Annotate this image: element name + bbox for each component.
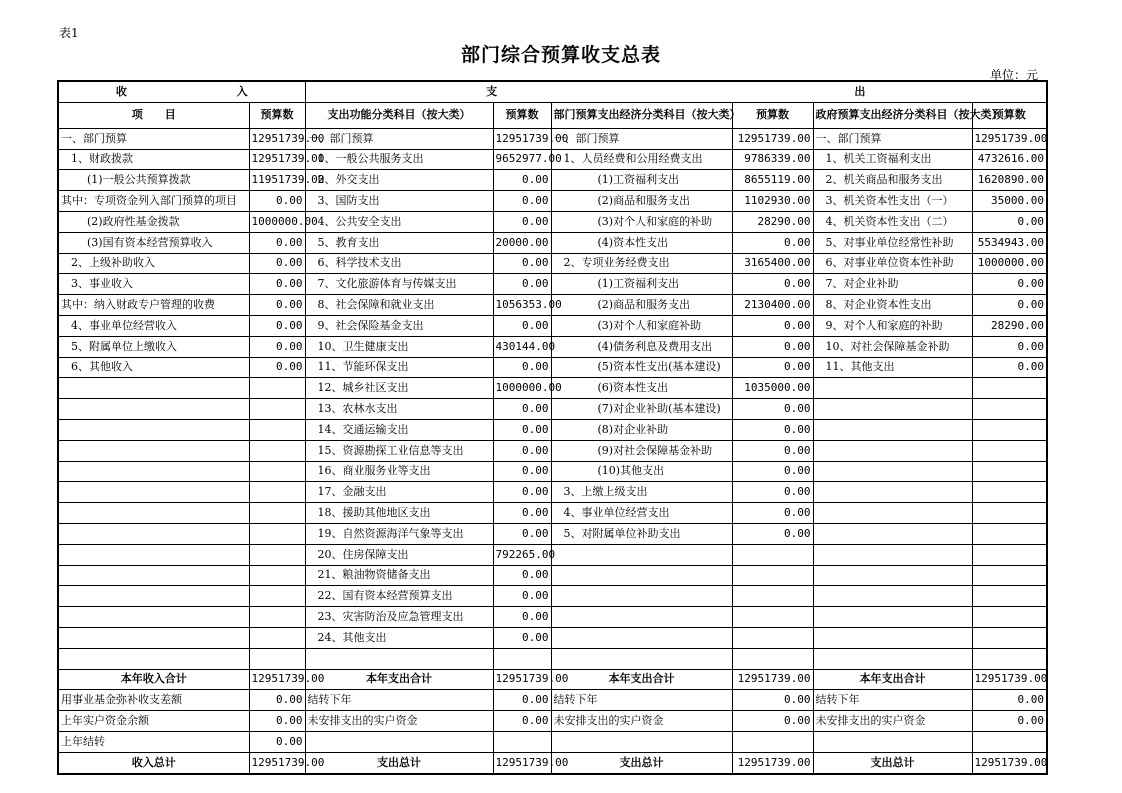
income-item-cell: (3)国有资本经营预算收入 [58, 232, 249, 253]
table-row [58, 565, 1047, 586]
income-item-cell [58, 565, 249, 586]
econ-budget-cell: 0.00 [732, 461, 813, 482]
func-item-cell: 7、文化旅游体育与传媒支出 [305, 274, 493, 295]
gov-item-cell [813, 419, 972, 440]
econ-item-cell [551, 565, 732, 586]
income-budget-cell: 11951739.00 [249, 170, 305, 191]
func-item-cell: 23、灾害防治及应急管理支出 [305, 607, 493, 628]
gov-category-header: 政府预算支出经济分类科目（按大类） [813, 102, 972, 128]
income-item-cell [58, 482, 249, 503]
table-row [58, 544, 1047, 565]
gov-budget-cell [972, 523, 1047, 544]
expense-group-char-2: 出 [854, 84, 866, 98]
func-budget-cell [493, 648, 551, 669]
gov-item-cell: 支出总计 [813, 752, 972, 773]
gov-budget-header: 预算数 [972, 102, 1047, 128]
func-budget-cell: 0.00 [493, 690, 551, 711]
income-item-cell [58, 419, 249, 440]
gov-item-cell: 本年支出合计 [813, 669, 972, 690]
func-item-cell: 结转下年 [305, 690, 493, 711]
econ-item-cell [551, 544, 732, 565]
table-row [58, 523, 1047, 544]
func-item-cell: 20、住房保障支出 [305, 544, 493, 565]
income-item-cell [58, 523, 249, 544]
econ-item-cell: (7)对企业补助(基本建设) [551, 399, 732, 420]
income-group-char-2: 入 [236, 84, 248, 98]
income-item-cell: 6、其他收入 [58, 357, 249, 378]
gov-budget-cell [972, 482, 1047, 503]
income-item-cell [58, 378, 249, 399]
econ-item-cell: (3)对个人和家庭的补助 [551, 211, 732, 232]
expense-group-char-1: 支 [486, 84, 498, 98]
func-budget-cell: 0.00 [493, 503, 551, 524]
gov-budget-cell: 35000.00 [972, 191, 1047, 212]
econ-budget-cell [732, 565, 813, 586]
econ-budget-cell: 0.00 [732, 419, 813, 440]
income-item-cell [58, 648, 249, 669]
income-budget-cell: 0.00 [249, 274, 305, 295]
income-item-cell: 一、部门预算 [58, 128, 249, 149]
func-budget-cell: 0.00 [493, 711, 551, 732]
income-budget-cell: 0.00 [249, 253, 305, 274]
table-row [58, 731, 1047, 752]
gov-item-cell [813, 586, 972, 607]
income-item-cell [58, 399, 249, 420]
gov-budget-cell: 0.00 [972, 211, 1047, 232]
econ-budget-cell: 0.00 [732, 336, 813, 357]
func-budget-cell: 12951739.00 [493, 752, 551, 773]
func-category-header: 支出功能分类科目（按大类） [305, 102, 493, 128]
income-item-cell: (2)政府性基金拨款 [58, 211, 249, 232]
gov-budget-cell [972, 440, 1047, 461]
table-row [58, 315, 1047, 336]
gov-budget-cell [972, 503, 1047, 524]
table-row [58, 419, 1047, 440]
gov-budget-cell [972, 399, 1047, 420]
econ-budget-cell [732, 648, 813, 669]
econ-budget-cell: 12951739.00 [732, 128, 813, 149]
budget-summary-table [57, 80, 1048, 775]
gov-item-cell [813, 648, 972, 669]
income-item-cell: 上年结转 [58, 731, 249, 752]
income-budget-cell [249, 378, 305, 399]
func-budget-cell: 0.00 [493, 170, 551, 191]
econ-item-cell: 结转下年 [551, 690, 732, 711]
income-item-cell: 上年实户资金余额 [58, 711, 249, 732]
econ-budget-cell: 8655119.00 [732, 170, 813, 191]
econ-budget-cell: 12951739.00 [732, 752, 813, 773]
func-budget-cell: 12951739.00 [493, 669, 551, 690]
gov-item-cell: 11、其他支出 [813, 357, 972, 378]
func-budget-cell: 0.00 [493, 211, 551, 232]
gov-budget-cell: 0.00 [972, 690, 1047, 711]
income-budget-cell [249, 586, 305, 607]
econ-item-cell: (2)商品和服务支出 [551, 295, 732, 316]
econ-item-cell: (5)资本性支出(基本建设) [551, 357, 732, 378]
func-item-cell: 11、节能环保支出 [305, 357, 493, 378]
income-item-cell: 其中：专项资金列入部门预算的项目 [58, 191, 249, 212]
econ-budget-cell [732, 544, 813, 565]
income-item-cell [58, 503, 249, 524]
gov-item-cell: 结转下年 [813, 690, 972, 711]
econ-budget-cell: 0.00 [732, 315, 813, 336]
gov-budget-cell [972, 627, 1047, 648]
table-row [58, 253, 1047, 274]
income-item-cell [58, 627, 249, 648]
gov-budget-cell: 12951739.00 [972, 669, 1047, 690]
income-budget-cell: 12951739.00 [249, 752, 305, 773]
income-item-cell: 2、上级补助收入 [58, 253, 249, 274]
gov-budget-cell: 28290.00 [972, 315, 1047, 336]
func-item-cell: 5、教育支出 [305, 232, 493, 253]
econ-item-cell: (6)资本性支出 [551, 378, 732, 399]
gov-item-cell: 3、机关资本性支出（一） [813, 191, 972, 212]
econ-budget-cell: 0.00 [732, 399, 813, 420]
func-item-cell [305, 648, 493, 669]
income-budget-cell [249, 440, 305, 461]
func-item-cell: 2、外交支出 [305, 170, 493, 191]
gov-item-cell: 7、对企业补助 [813, 274, 972, 295]
table-row [58, 295, 1047, 316]
income-budget-cell [249, 627, 305, 648]
func-item-cell: 4、公共安全支出 [305, 211, 493, 232]
income-budget-cell: 12951739.00 [249, 669, 305, 690]
econ-budget-cell: 0.00 [732, 503, 813, 524]
gov-budget-cell: 1000000.00 [972, 253, 1047, 274]
gov-item-cell: 9、对个人和家庭的补助 [813, 315, 972, 336]
func-budget-cell: 20000.00 [493, 232, 551, 253]
gov-item-cell: 一、部门预算 [813, 128, 972, 149]
econ-item-cell [551, 648, 732, 669]
gov-item-cell [813, 565, 972, 586]
column-header-row [58, 102, 1047, 128]
gov-budget-cell: 0.00 [972, 295, 1047, 316]
income-item-cell: 5、附属单位上缴收入 [58, 336, 249, 357]
func-item-cell: 18、援助其他地区支出 [305, 503, 493, 524]
econ-budget-cell: 2130400.00 [732, 295, 813, 316]
econ-item-cell: 未安排支出的实户资金 [551, 711, 732, 732]
gov-item-cell [813, 731, 972, 752]
table-row [58, 607, 1047, 628]
func-budget-header: 预算数 [493, 102, 551, 128]
gov-item-cell: 1、机关工资福利支出 [813, 149, 972, 170]
income-budget-cell: 0.00 [249, 336, 305, 357]
gov-item-cell [813, 461, 972, 482]
table-row [58, 627, 1047, 648]
income-item-cell: 用事业基金弥补收支差额 [58, 690, 249, 711]
expense-group-header [305, 81, 1047, 102]
econ-budget-cell [732, 627, 813, 648]
econ-budget-cell: 28290.00 [732, 211, 813, 232]
gov-budget-cell: 12951739.00 [972, 128, 1047, 149]
func-budget-cell: 0.00 [493, 482, 551, 503]
gov-budget-cell [972, 544, 1047, 565]
income-budget-cell [249, 461, 305, 482]
econ-budget-cell: 0.00 [732, 357, 813, 378]
econ-item-cell: (1)工资福利支出 [551, 170, 732, 191]
income-item-cell [58, 544, 249, 565]
gov-item-cell: 2、机关商品和服务支出 [813, 170, 972, 191]
gov-item-cell: 8、对企业资本性支出 [813, 295, 972, 316]
income-budget-cell: 0.00 [249, 232, 305, 253]
table-row [58, 191, 1047, 212]
econ-category-header: 部门预算支出经济分类科目（按大类） [551, 102, 732, 128]
income-budget-cell [249, 607, 305, 628]
func-item-cell: 21、粮油物资储备支出 [305, 565, 493, 586]
income-budget-cell: 0.00 [249, 690, 305, 711]
gov-item-cell [813, 378, 972, 399]
income-item-cell: 4、事业单位经营收入 [58, 315, 249, 336]
func-budget-cell: 0.00 [493, 461, 551, 482]
func-item-cell: 13、农林水支出 [305, 399, 493, 420]
econ-item-cell: (2)商品和服务支出 [551, 191, 732, 212]
gov-item-cell [813, 627, 972, 648]
func-budget-cell: 0.00 [493, 440, 551, 461]
func-budget-cell: 0.00 [493, 315, 551, 336]
total-row [58, 752, 1047, 773]
gov-item-cell [813, 523, 972, 544]
econ-item-cell: 1、人员经费和公用经费支出 [551, 149, 732, 170]
gov-item-cell [813, 482, 972, 503]
econ-item-cell: (8)对企业补助 [551, 419, 732, 440]
func-item-cell: 19、自然资源海洋气象等支出 [305, 523, 493, 544]
gov-budget-cell [972, 586, 1047, 607]
func-budget-cell: 0.00 [493, 607, 551, 628]
gov-budget-cell [972, 565, 1047, 586]
gov-budget-cell [972, 419, 1047, 440]
econ-budget-cell: 9786339.00 [732, 149, 813, 170]
table-row [58, 128, 1047, 149]
econ-budget-cell: 0.00 [732, 440, 813, 461]
income-budget-cell: 0.00 [249, 315, 305, 336]
income-item-cell [58, 440, 249, 461]
gov-budget-cell: 0.00 [972, 274, 1047, 295]
econ-item-cell [551, 731, 732, 752]
page-title: 部门综合预算收支总表 [460, 44, 661, 66]
econ-budget-cell [732, 607, 813, 628]
func-budget-cell: 0.00 [493, 357, 551, 378]
econ-budget-cell: 12951739.00 [732, 669, 813, 690]
func-budget-cell: 12951739.00 [493, 128, 551, 149]
gov-budget-cell: 12951739.00 [972, 752, 1047, 773]
func-budget-cell: 0.00 [493, 565, 551, 586]
func-item-cell: 支出总计 [305, 752, 493, 773]
func-budget-cell: 0.00 [493, 419, 551, 440]
group-header-row [58, 81, 1047, 102]
econ-budget-cell: 0.00 [732, 274, 813, 295]
gov-budget-cell: 4732616.00 [972, 149, 1047, 170]
gov-budget-cell: 5534943.00 [972, 232, 1047, 253]
econ-budget-cell [732, 586, 813, 607]
econ-item-cell: 2、专项业务经费支出 [551, 253, 732, 274]
income-budget-cell [249, 544, 305, 565]
econ-budget-cell [732, 731, 813, 752]
table-row [58, 357, 1047, 378]
econ-budget-cell: 0.00 [732, 232, 813, 253]
income-group-header [58, 81, 305, 102]
table-row [58, 503, 1047, 524]
item-header: 项 目 [58, 102, 249, 128]
table-row [58, 648, 1047, 669]
gov-item-cell [813, 399, 972, 420]
income-item-cell: 3、事业收入 [58, 274, 249, 295]
econ-budget-cell: 3165400.00 [732, 253, 813, 274]
func-item-cell: 6、科学技术支出 [305, 253, 493, 274]
func-budget-cell: 792265.00 [493, 544, 551, 565]
income-item-cell: 1、财政拨款 [58, 149, 249, 170]
func-item-cell: 24、其他支出 [305, 627, 493, 648]
income-budget-cell: 0.00 [249, 731, 305, 752]
table-row [58, 232, 1047, 253]
econ-item-cell: (3)对个人和家庭补助 [551, 315, 732, 336]
gov-item-cell: 10、对社会保障基金补助 [813, 336, 972, 357]
unit-label: 单位：元 [990, 68, 1039, 82]
table-row [58, 336, 1047, 357]
func-item-cell: 14、交通运输支出 [305, 419, 493, 440]
func-budget-cell: 0.00 [493, 253, 551, 274]
table-row [58, 461, 1047, 482]
income-budget-cell [249, 399, 305, 420]
func-item-cell: 未安排支出的实户资金 [305, 711, 493, 732]
econ-item-cell: (4)债务利息及费用支出 [551, 336, 732, 357]
income-group-char-1: 收 [115, 84, 127, 98]
gov-item-cell [813, 503, 972, 524]
income-budget-cell: 12951739.00 [249, 128, 305, 149]
gov-budget-cell [972, 731, 1047, 752]
income-budget-cell: 0.00 [249, 191, 305, 212]
income-budget-cell [249, 523, 305, 544]
func-budget-cell [493, 731, 551, 752]
gov-item-cell: 5、对事业单位经常性补助 [813, 232, 972, 253]
table-row [58, 211, 1047, 232]
econ-item-cell: 支出总计 [551, 752, 732, 773]
table-row [58, 690, 1047, 711]
table-row [58, 586, 1047, 607]
table-row [58, 482, 1047, 503]
func-budget-cell: 0.00 [493, 399, 551, 420]
econ-item-cell: 5、对附属单位补助支出 [551, 523, 732, 544]
income-item-cell [58, 586, 249, 607]
gov-budget-cell [972, 461, 1047, 482]
func-budget-cell: 0.00 [493, 523, 551, 544]
econ-item-cell [551, 607, 732, 628]
table-row [58, 149, 1047, 170]
econ-item-cell: 本年支出合计 [551, 669, 732, 690]
income-budget-cell [249, 482, 305, 503]
func-item-cell: 3、国防支出 [305, 191, 493, 212]
func-budget-cell: 1056353.00 [493, 295, 551, 316]
econ-item-cell: (9)对社会保障基金补助 [551, 440, 732, 461]
income-budget-cell [249, 565, 305, 586]
func-budget-cell: 9652977.00 [493, 149, 551, 170]
table-number: 表1 [59, 26, 79, 40]
gov-budget-cell: 0.00 [972, 357, 1047, 378]
func-item-cell: 8、社会保障和就业支出 [305, 295, 493, 316]
gov-item-cell [813, 607, 972, 628]
gov-budget-cell [972, 648, 1047, 669]
econ-item-cell: 一、部门预算 [551, 128, 732, 149]
econ-item-cell: (10)其他支出 [551, 461, 732, 482]
func-item-cell: 15、资源勘探工业信息等支出 [305, 440, 493, 461]
econ-budget-cell: 0.00 [732, 690, 813, 711]
income-item-cell: (1)一般公共预算拨款 [58, 170, 249, 191]
econ-item-cell: (4)资本性支出 [551, 232, 732, 253]
func-item-cell: 一、部门预算 [305, 128, 493, 149]
gov-item-cell: 6、对事业单位资本性补助 [813, 253, 972, 274]
econ-budget-header: 预算数 [732, 102, 813, 128]
gov-item-cell: 未安排支出的实户资金 [813, 711, 972, 732]
gov-budget-cell: 0.00 [972, 336, 1047, 357]
gov-item-cell [813, 544, 972, 565]
table-row [58, 711, 1047, 732]
func-item-cell: 1、一般公共服务支出 [305, 149, 493, 170]
table-row [58, 378, 1047, 399]
income-item-cell: 其中：纳入财政专户管理的收费 [58, 295, 249, 316]
table-row [58, 399, 1047, 420]
income-budget-cell: 12951739.00 [249, 149, 305, 170]
func-budget-cell: 0.00 [493, 586, 551, 607]
table-row [58, 440, 1047, 461]
gov-budget-cell: 1620890.00 [972, 170, 1047, 191]
func-item-cell: 22、国有资本经营预算支出 [305, 586, 493, 607]
total-row [58, 669, 1047, 690]
func-item-cell: 17、金融支出 [305, 482, 493, 503]
income-budget-cell: 0.00 [249, 295, 305, 316]
income-budget-header: 预算数 [249, 102, 305, 128]
func-budget-cell: 1000000.00 [493, 378, 551, 399]
income-budget-cell [249, 419, 305, 440]
econ-item-cell [551, 586, 732, 607]
income-item-cell: 收入总计 [58, 752, 249, 773]
func-item-cell: 9、社会保险基金支出 [305, 315, 493, 336]
table-row [58, 170, 1047, 191]
econ-item-cell: (1)工资福利支出 [551, 274, 732, 295]
econ-item-cell: 3、上缴上级支出 [551, 482, 732, 503]
func-budget-cell: 0.00 [493, 191, 551, 212]
econ-item-cell [551, 627, 732, 648]
econ-budget-cell: 1102930.00 [732, 191, 813, 212]
gov-budget-cell [972, 607, 1047, 628]
func-budget-cell: 0.00 [493, 274, 551, 295]
income-budget-cell: 1000000.00 [249, 211, 305, 232]
econ-item-cell: 4、事业单位经营支出 [551, 503, 732, 524]
func-item-cell: 16、商业服务业等支出 [305, 461, 493, 482]
econ-budget-cell: 0.00 [732, 711, 813, 732]
gov-item-cell [813, 440, 972, 461]
income-item-cell: 本年收入合计 [58, 669, 249, 690]
func-budget-cell: 430144.00 [493, 336, 551, 357]
econ-budget-cell: 1035000.00 [732, 378, 813, 399]
func-item-cell: 10、卫生健康支出 [305, 336, 493, 357]
income-item-cell [58, 461, 249, 482]
income-budget-cell [249, 503, 305, 524]
income-item-cell [58, 607, 249, 628]
table-row [58, 274, 1047, 295]
econ-budget-cell: 0.00 [732, 482, 813, 503]
func-item-cell [305, 731, 493, 752]
func-item-cell: 12、城乡社区支出 [305, 378, 493, 399]
income-budget-cell: 0.00 [249, 711, 305, 732]
func-item-cell: 本年支出合计 [305, 669, 493, 690]
income-budget-cell [249, 648, 305, 669]
econ-budget-cell: 0.00 [732, 523, 813, 544]
gov-item-cell: 4、机关资本性支出（二） [813, 211, 972, 232]
func-budget-cell: 0.00 [493, 627, 551, 648]
income-budget-cell: 0.00 [249, 357, 305, 378]
gov-budget-cell [972, 378, 1047, 399]
gov-budget-cell: 0.00 [972, 711, 1047, 732]
